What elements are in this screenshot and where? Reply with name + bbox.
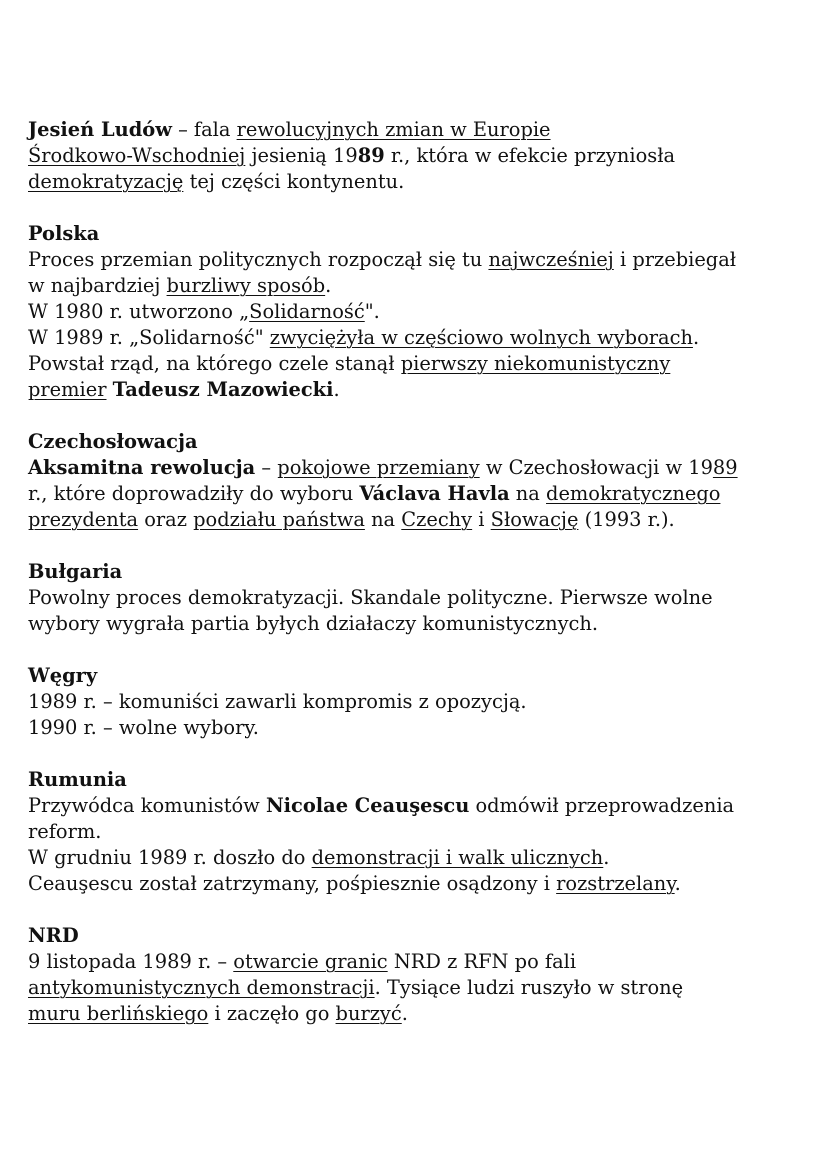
polska-line-2: w najbardziej burzliwy sposób. [28, 274, 332, 297]
term-jesien-ludow: Jesień Ludów [28, 118, 172, 141]
intro-line-3: demokratyzację tej części kontynentu. [28, 170, 405, 193]
heading-polska: Polska [28, 222, 100, 245]
name-mazowiecki: Tadeusz Mazowiecki [112, 378, 334, 401]
heading-rumunia: Rumunia [28, 768, 127, 791]
wegry-line-1: 1989 r. – komuniści zawarli kompromis z opozycją. [28, 690, 527, 713]
polska-line-6: premier Tadeusz Mazowiecki. [28, 378, 340, 401]
polska-line-4: W 1989 r. „Solidarność" zwyciężyła w częściowo wolnych wyborach. [28, 326, 700, 349]
czech-line-2: r., które doprowadziły do wyboru Václava Havla na demokratycznego [28, 482, 721, 505]
czech-line-3: prezydenta oraz podziału państwa na Czechy i Słowację (1993 r.). [28, 508, 675, 531]
rumunia-line-1: Przywódca komunistów Nicolae Ceauşescu odmówił przeprowadzenia [28, 794, 735, 817]
rumunia-line-4: Ceauşescu został zatrzymany, pośpiesznie osądzony i rozstrzelany. [28, 872, 681, 895]
heading-bulgaria: Bułgaria [28, 560, 123, 583]
rumunia-line-3: W grudniu 1989 r. doszło do demonstracji i walk ulicznych. [28, 846, 610, 869]
nrd-line-2: antykomunistycznych demonstracji. Tysiące ludzi ruszyło w stronę [28, 976, 684, 999]
polska-line-3: W 1980 r. utworzono „Solidarność". [28, 300, 380, 323]
section-rumunia [28, 767, 808, 897]
bulgaria-line-2: wybory wygrała partia byłych działaczy komunistycznych. [28, 612, 599, 635]
intro-line-1: Jesień Ludów – fala rewolucyjnych zmian w Europie [28, 118, 551, 141]
section-czechoslowacja [28, 429, 808, 533]
polska-line-1: Proces przemian politycznych rozpoczął się tu najwcześniej i przebiegał [28, 248, 737, 271]
section-nrd [28, 923, 808, 1027]
wegry-line-2: 1990 r. – wolne wybory. [28, 716, 259, 739]
nrd-line-3: muru berlińskiego i zaczęło go burzyć. [28, 1002, 408, 1025]
document-page [28, 117, 808, 1053]
heading-czechoslowacja: Czechosłowacja [28, 430, 198, 453]
section-intro [28, 117, 808, 195]
heading-wegry: Węgry [28, 664, 98, 687]
heading-nrd: NRD [28, 924, 79, 947]
rumunia-line-2: reform. [28, 820, 102, 843]
name-ceausescu: Nicolae Ceauşescu [265, 794, 470, 817]
nrd-line-1: 9 listopada 1989 r. – otwarcie granic NRD z RFN po fali [28, 950, 577, 973]
polska-line-5: Powstał rząd, na którego czele stanął pierwszy niekomunistyczny [28, 352, 671, 375]
bulgaria-line-1: Powolny proces demokratyzacji. Skandale polityczne. Pierwsze wolne [28, 586, 713, 609]
section-bulgaria [28, 559, 808, 637]
intro-line-2: Środkowo-Wschodniej jesienią 1989 r., która w efekcie przyniosła [28, 144, 676, 167]
section-wegry [28, 663, 808, 741]
section-polska [28, 221, 808, 403]
czech-line-1: Aksamitna rewolucja – pokojowe przemiany w Czechosłowacji w 1989 [28, 456, 738, 479]
